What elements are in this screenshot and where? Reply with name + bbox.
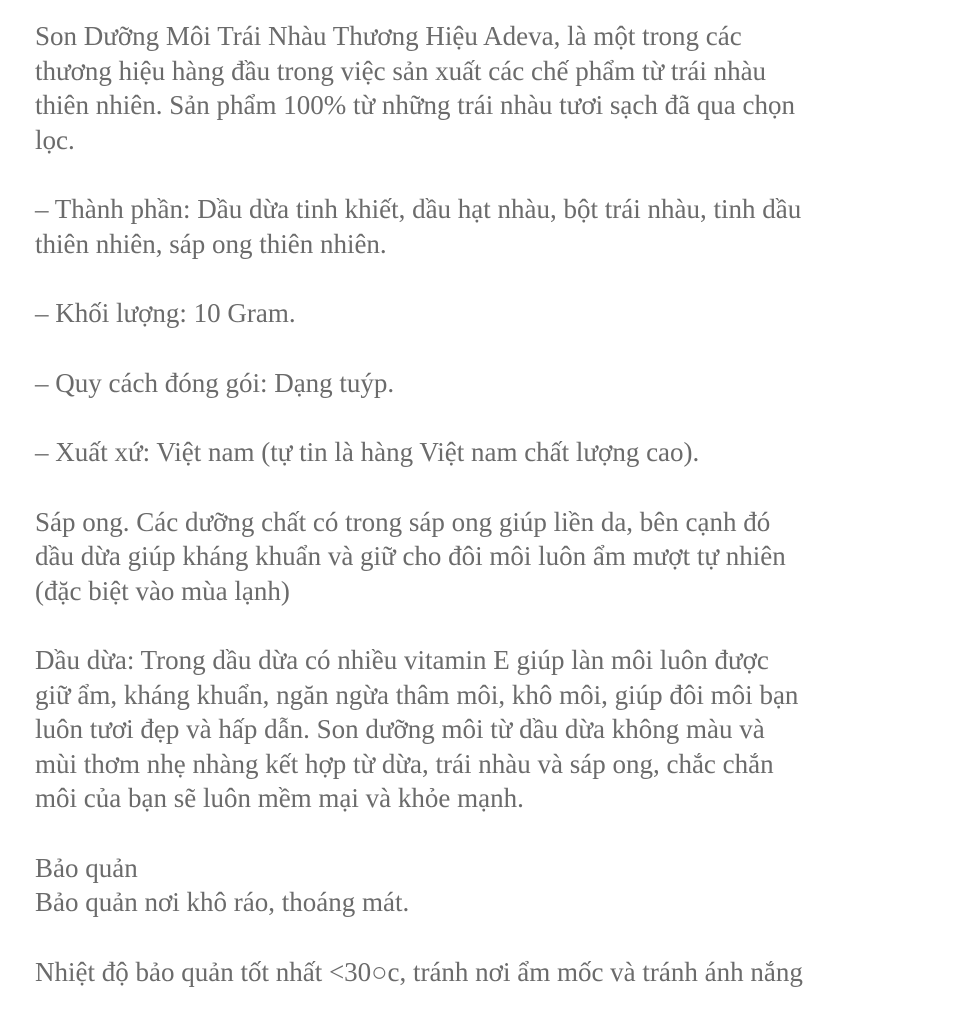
text-line: Bảo quản nơi khô ráo, thoáng mát. bbox=[35, 887, 410, 917]
text-line: giữ ẩm, kháng khuẩn, ngăn ngừa thâm môi, khô môi, giúp đôi môi bạn bbox=[35, 679, 799, 710]
storage-paragraph bbox=[35, 851, 925, 920]
text-line: Son Dưỡng Môi Trái Nhàu Thương Hiệu Adeva, là một trong các bbox=[35, 21, 742, 51]
text-line: luôn tươi đẹp và hấp dẫn. Son dưỡng môi từ dầu dừa không màu và bbox=[35, 714, 765, 744]
beeswax-paragraph bbox=[35, 505, 925, 609]
text-line: – Quy cách đóng gói: Dạng tuýp. bbox=[35, 367, 395, 398]
coconut-oil-paragraph bbox=[35, 643, 925, 816]
text-line: Dầu dừa: Trong dầu dừa có nhiều vitamin E giúp làn môi luôn được bbox=[35, 645, 769, 675]
storage-heading: Bảo quản bbox=[35, 852, 138, 883]
text-line: Nhiệt độ bảo quản tốt nhất <30○c, tránh nơi ẩm mốc và tránh ánh nắng bbox=[35, 956, 803, 987]
text-line: dầu dừa giúp kháng khuẩn và giữ cho đôi môi luôn ẩm mượt tự nhiên bbox=[35, 541, 786, 571]
text-line: thiên nhiên, sáp ong thiên nhiên. bbox=[35, 228, 387, 259]
origin-paragraph bbox=[35, 435, 925, 470]
text-line: thương hiệu hàng đầu trong việc sản xuất các chế phẩm từ trái nhàu bbox=[35, 55, 767, 86]
temperature-paragraph bbox=[35, 955, 925, 990]
weight-paragraph bbox=[35, 296, 925, 331]
text-line: lọc. bbox=[35, 124, 75, 155]
text-line: môi của bạn sẽ luôn mềm mại và khỏe mạnh. bbox=[35, 783, 524, 813]
text-line: – Xuất xứ: Việt nam (tự tin là hàng Việt nam chất lượng cao). bbox=[35, 437, 700, 467]
text-line: thiên nhiên. Sản phẩm 100% từ những trái nhàu tươi sạch đã qua chọn bbox=[35, 90, 796, 120]
text-line: Sáp ong. Các dưỡng chất có trong sáp ong giúp liền da, bên cạnh đó bbox=[35, 506, 771, 537]
intro-paragraph bbox=[35, 19, 925, 157]
ingredients-paragraph bbox=[35, 192, 925, 261]
packaging-paragraph bbox=[35, 366, 925, 401]
text-line: mùi thơm nhẹ nhàng kết hợp từ dừa, trái nhàu và sáp ong, chắc chắn bbox=[35, 748, 774, 779]
text-line: – Thành phần: Dầu dừa tinh khiết, dầu hạt nhàu, bột trái nhàu, tinh dầu bbox=[35, 194, 802, 224]
text-line: (đặc biệt vào mùa lạnh) bbox=[35, 575, 290, 606]
text-line: – Khối lượng: 10 Gram. bbox=[35, 298, 296, 328]
article-body bbox=[35, 19, 925, 1024]
